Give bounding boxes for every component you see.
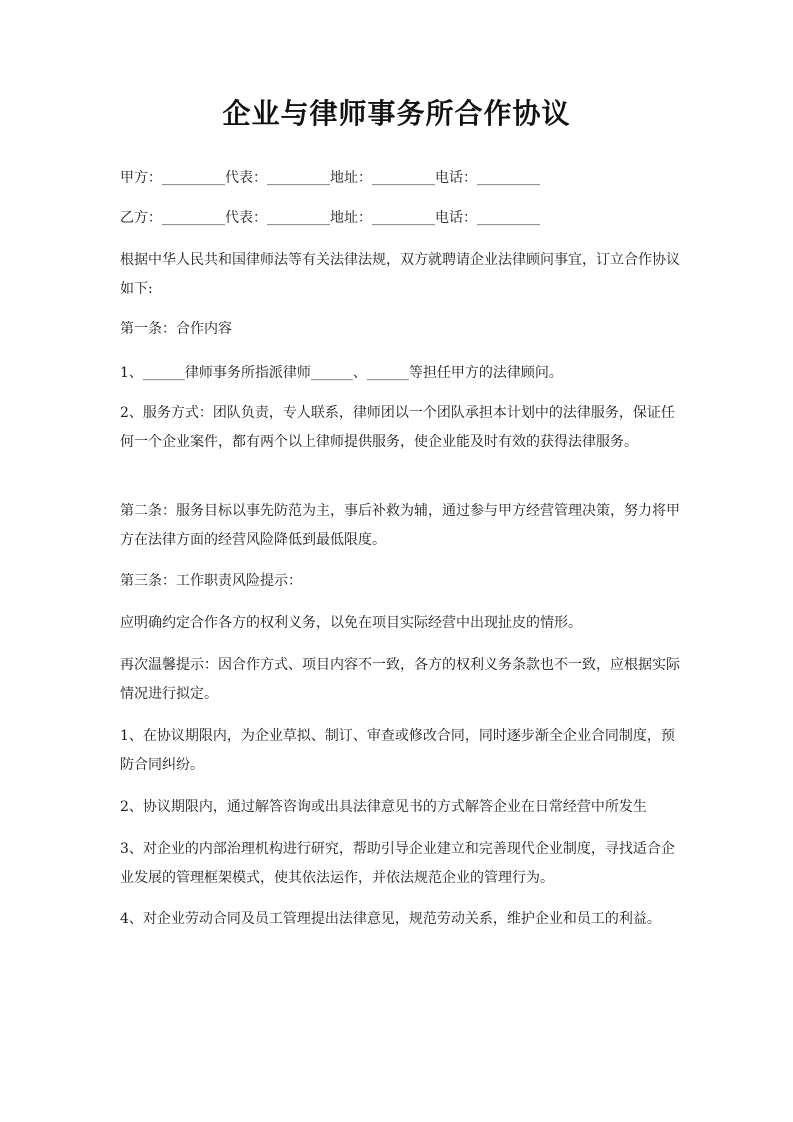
article1-item2: 2、服务方式：团队负责，专人联系，律师团以一个团队承担本计划中的法律服务，保证任何一个企业案件，都有两个以上律师提供服务，使企业能及时有效的获得法律服务。: [120, 405, 675, 450]
duty-item2: 2、协议期限内，通过解答咨询或出具法律意见书的方式解答企业在日常经营中所发生: [120, 799, 647, 815]
article2-paragraph: 第二条：服务目标以事先防范为主，事后补救为辅，通过参与甲方经营管理决策，努力将甲方在法律方面的经营风险降低到最低限度。: [120, 503, 680, 548]
document-title: 企业与律师事务所合作协议: [222, 97, 571, 130]
reminder-paragraph: 再次温馨提示：因合作方式、项目内容不一致，各方的权利义务条款也不一致，应根据实际情况进行拟定。: [120, 657, 680, 702]
party-b-line: 乙方：_________代表：_________地址：_________电话：_________: [120, 210, 540, 226]
article3-heading: 第三条：工作职责风险提示：: [120, 573, 302, 589]
preamble-paragraph: 根据中华人民共和国律师法等有关法律法规，双方就聘请企业法律顾问事宜，订立合作协议如下:: [120, 252, 680, 297]
article1-item1: 1、______律师事务所指派律师______、______等担任甲方的法律顾问。: [120, 365, 563, 381]
duty-item1: 1、在协议期限内，为企业草拟、制订、审查或修改合同，同时逐步渐全企业合同制度，预防合同纠纷。: [120, 728, 675, 773]
article1-heading: 第一条：合作内容: [120, 321, 232, 337]
duty-item4: 4、对企业劳动合同及员工管理提出法律意见，规范劳动关系，维护企业和员工的利益。: [120, 911, 661, 927]
party-a-line: 甲方：_________代表：_________地址：_________电话：_________: [120, 170, 540, 186]
duty-item3: 3、对企业的内部治理机构进行研究，帮助引导企业建立和完善现代企业制度，寻找适合企业发展的管理框架模式，使其依法运作，并依法规范企业的管理行为。: [120, 841, 675, 886]
risk-note: 应明确约定合作各方的权利义务，以免在项目实际经营中出现扯皮的情形。: [120, 615, 582, 631]
